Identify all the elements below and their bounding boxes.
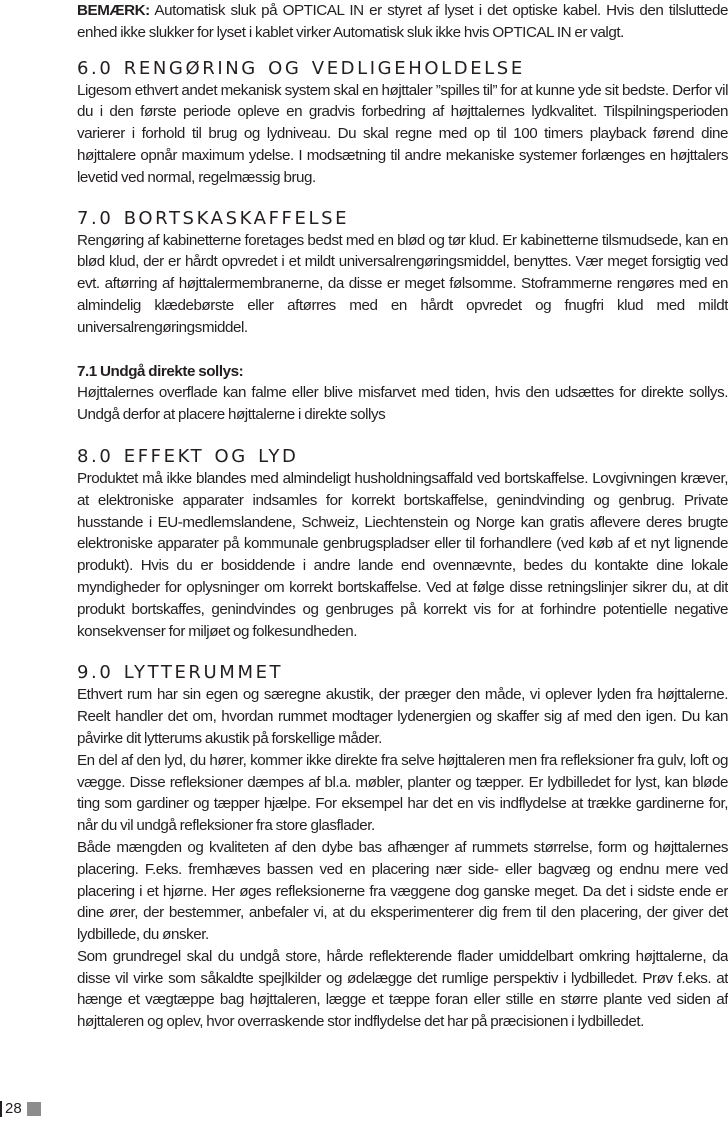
section-cleaning [77,58,728,189]
section-paragraph: Både mængden og kvaliteten af den dybe bas afhænger af rummets størrelse, form og højttalernes placering. F.eks. fremhæves bassen ved en placering nær side- eller bagvæg og endnu mere ved placering i et hjørne. Her øges refleksionerne fra væggene dog ganske meget. Da det i sidste ende er dine ører, der bestemmer, anbefaler vi, at du eksperimenterer dig frem til den placering, der giver det lydbillede, du ønsker. [77,838,728,944]
note-text: Automatisk sluk på OPTICAL IN er styret af lyset i det optiske kabel. Hvis den tilsluttede enhed ikke slukker for lyset i kablet virker Automatisk sluk ikke hvis OPTICAL IN er valgt. [77,2,728,41]
note-paragraph [77,0,728,44]
section-paragraph: Som grundregel skal du undgå store, hårde reflekterende flader umiddelbart omkring højttalerne, da disse vil virke som såkaldte spejlkilder og ødelægge det rumlige perspektiv i lydbilledet. Prøv f.eks. at hænge et vægtæppe bag højttaleren, lægge et tæppe foran eller stille en større plante ved siden af højttaleren og oplev, hvor overraskende stor indflydelse det har på præcisionen i lydbilledet. [77,947,728,1031]
section-heading: 8.0 EFFEKT OG LYD [77,445,299,467]
section-paragraph: Ligesom ethvert andet mekanisk system skal en højttaler ”spilles til” for at kunne yde sit bedste. Derfor vil du i den første periode opleve en gradvis forbedring af højttalernes lydkvalitet. Tilspilningsperioden varierer i forhold til brug og lydniveau. Du skal regne med op til 100 timers playback førend dine højttalere opnår maximum ydelse. I modsætning til andre mekaniske systemer forlænges en højttalers levetid ved normal, regelmæssig brug. [77,81,728,186]
page-number: 28 [5,1100,22,1117]
section-listening-room [77,662,728,1033]
note-label: BEMÆRK: [77,2,150,19]
subsection-title: 7.1 Undgå direkte sollys: [77,362,244,380]
section-heading: 9.0 LYTTERUMMET [77,662,284,684]
section-disposal [77,208,728,426]
folio-rule [0,1101,2,1117]
subsection-paragraph: Højttalernes overflade kan falme eller blive misfarvet med tiden, hvis den udsættes for direkte sollys. Undgå derfor at placere højttalerne i direkte sollys [77,384,728,424]
page-footer [0,1099,41,1119]
section-paragraph: En del af den lyd, du hører, kommer ikke direkte fra selve højttaleren men fra refleksioner fra gulv, loft og vægge. Disse refleksioner dæmpes af bl.a. møbler, planter og tæpper. Er lydbilledet for lyst, kan bløde ting som gardiner og tæpper hjælpe. For eksempel har det en vis indflydelse at trække gardinerne for, når du vil undgå refleksioner fra store glasflader. [77,751,728,835]
section-heading: 6.0 RENGØRING OG VEDLIGEHOLDELSE [77,57,525,79]
section-paragraph: Rengøring af kabinetterne foretages bedst med en blød og tør klud. Er kabinetterne tilsmudsede, kan en blød klud, der er hårdt opvredet i et mildt universalrengøringsmiddel, benyttes. Vær meget forsigtig ved evt. aftørring af højttalermembranerne, da disse er meget følsomme. Stoframmerne rengøres med en almindelig klædebørste eller aftørres med en hårdt opvredet og fnugfri klud med mildt universalrengøringsmiddel. [77,231,728,336]
page-content [77,0,728,1033]
folio-square-icon [27,1102,41,1116]
section-paragraph: Ethvert rum har sin egen og særegne akustik, der præger den måde, vi oplever lyden fra højttalerne. Reelt handler det om, hvordan rummet modtager lydenergien og skaffer sig af med den igen. Du kan påvirke dit lytterums akustik på forskellige måder. [77,686,728,747]
section-effect-sound [77,446,728,642]
section-paragraph: Produktet må ikke blandes med almindeligt husholdningsaffald ved bortskaffelse. Lovgivningen kræver, at elektroniske apparater indsamles for korrekt bortskaffelse, genindvinding og genbrug. Private husstande i EU-medlemslandene, Schweiz, Liechtenstein og Norge kan gratis aflevere deres brugte elektroniske apparater på kommunale genbrugspladser eller til forhandlere (ved køb af et nyt lignende produkt). Hvis du er bosiddende i andre lande end ovennævnte, bedes du kontakte dine lokale myndigheder for oplysninger om korrekt bortskaffelse. Ved at følge disse retningslinjer sikrer du, at dit produkt bortskaffes, genindvindes og genbruges på korrekt vis for at forhindre potentielle negative konsekvenser for miljøet og folkesundheden. [77,469,728,640]
section-heading: 7.0 BORTSKASKAFFELSE [77,207,350,229]
